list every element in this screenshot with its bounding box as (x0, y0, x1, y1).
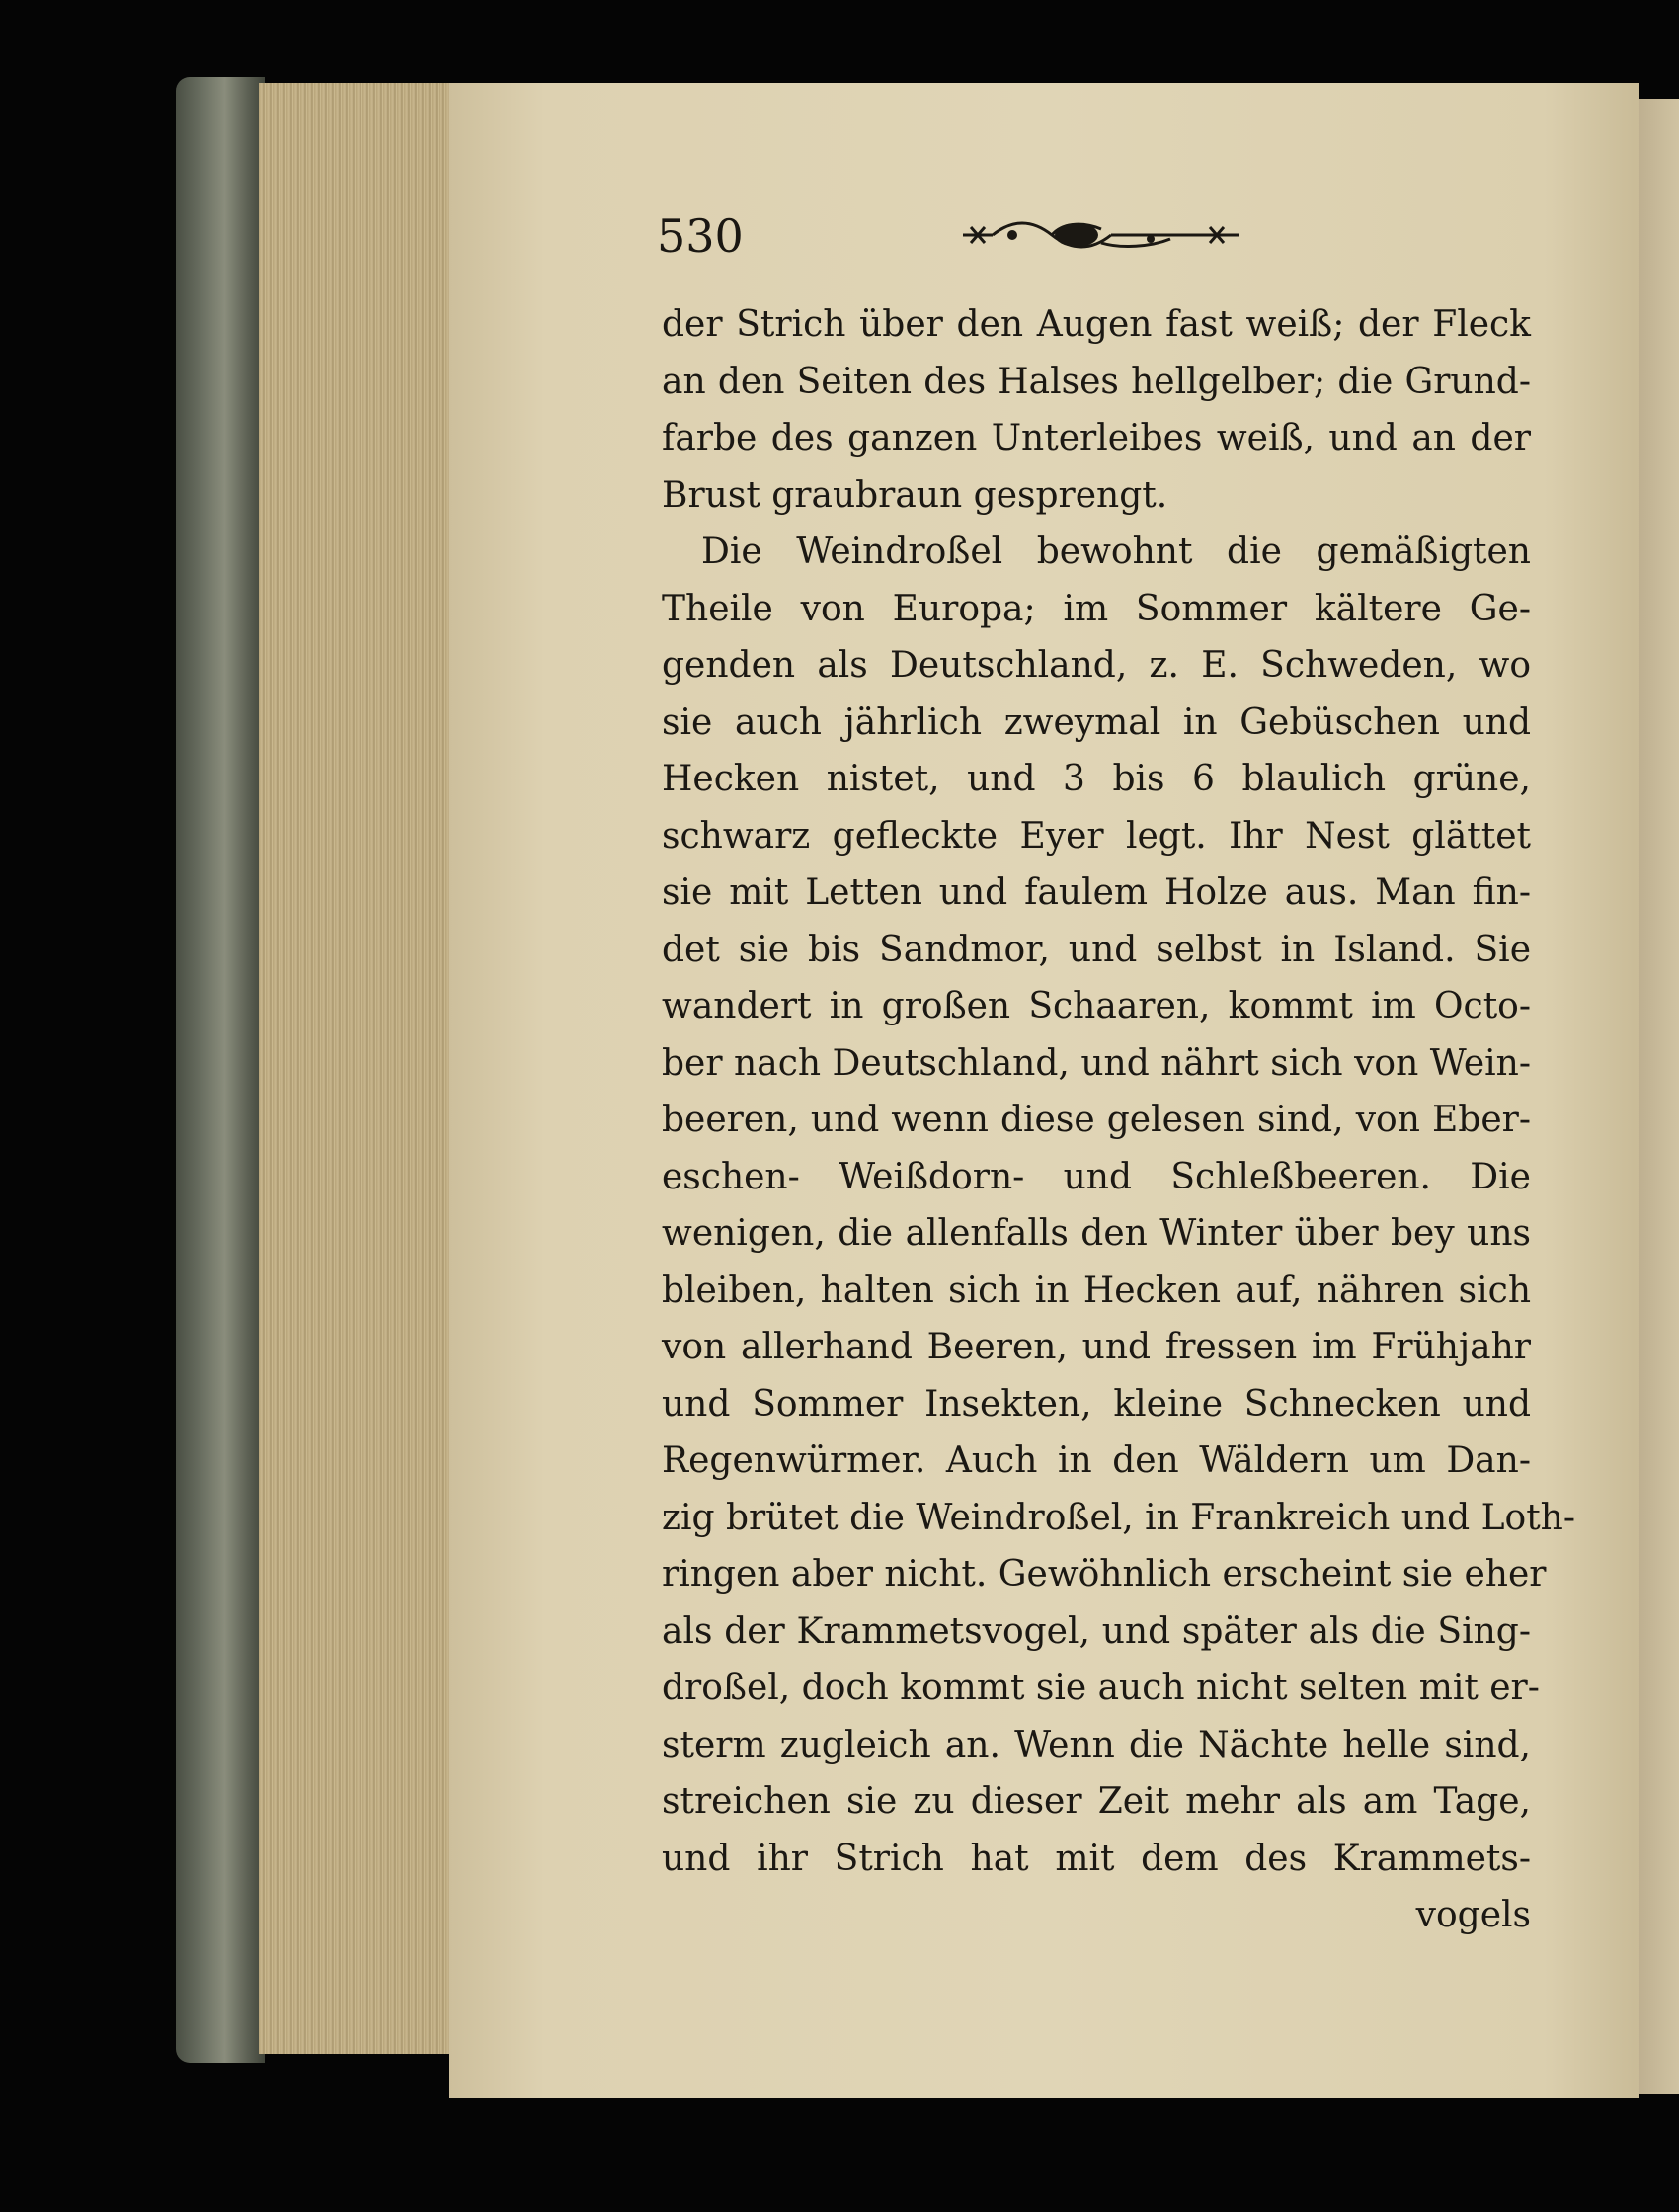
text-line: sie auch jährlich zweymal in Gebüschen und (662, 701, 1531, 743)
text-line: farbe des ganzen Unterleibes weiß, und an der (662, 418, 1531, 458)
text-line: und Sommer Insekten, kleine Schnecken und (662, 1383, 1531, 1425)
text-line: streichen sie zu dieser Zeit mehr als am Tage, (662, 1781, 1531, 1822)
text-line: Regenwürmer. Auch in den Wäldern um Dan- (662, 1440, 1531, 1481)
text-line: und ihr Strich hat mit dem des Krammets- (662, 1838, 1531, 1879)
ornament-icon (953, 213, 1249, 257)
text-line: von allerhand Beeren, und fressen im Frühjahr (662, 1327, 1531, 1367)
text-line: Brust graubraun gesprengt. (662, 474, 1168, 516)
text-line: droßel, doch kommt sie auch nicht selten mit er- (662, 1668, 1540, 1708)
text-line: der Strich über den Augen fast weiß; der Fleck (662, 304, 1531, 345)
page-header (657, 209, 1546, 269)
text-line: beeren, und wenn diese gelesen sind, von Eber- (662, 1100, 1531, 1140)
text-line: zig brütet die Weindroßel, in Frankreich und Loth- (662, 1497, 1576, 1538)
text-line: sie mit Letten und faulem Holze aus. Man fin- (662, 872, 1531, 913)
text-line: Die Weindroßel bewohnt die gemäßigten (701, 532, 1531, 572)
text-line: ringen aber nicht. Gewöhnlich erscheint sie eher (662, 1554, 1547, 1595)
text-line: als der Krammetsvogel, und später als die Sing- (662, 1610, 1531, 1652)
text-line: ber nach Deutschland, und nährt sich von Wein- (662, 1042, 1531, 1084)
book-spine-edge (176, 77, 265, 2063)
page-number: 530 (657, 209, 744, 263)
page-stack-edges (259, 83, 456, 2054)
text-line: an den Seiten des Halses hellgelber; die Grund- (662, 361, 1531, 402)
text-line: schwarz gefleckte Eyer legt. Ihr Nest glättet (662, 815, 1531, 857)
catchword: vogels (1415, 1895, 1531, 1935)
body-text (662, 296, 1576, 1944)
text-line: genden als Deutschland, z. E. Schweden, wo (662, 645, 1531, 686)
text-line: wandert in großen Schaaren, kommt im Octo- (662, 986, 1531, 1026)
text-line: wenigen, die allenfalls den Winter über bey uns (662, 1213, 1531, 1254)
text-line: bleiben, halten sich in Hecken auf, nähren sich (662, 1270, 1531, 1311)
text-line: det sie bis Sandmor, und selbst in Island. Sie (662, 929, 1531, 970)
text-line: Hecken nistet, und 3 bis 6 blaulich grüne, (662, 759, 1531, 799)
text-line: Theile von Europa; im Sommer kältere Ge- (662, 588, 1531, 629)
text-line: eschen- Weißdorn- und Schleßbeeren. Die (662, 1156, 1531, 1197)
text-line: sterm zugleich an. Wenn die Nächte helle sind, (662, 1724, 1531, 1765)
